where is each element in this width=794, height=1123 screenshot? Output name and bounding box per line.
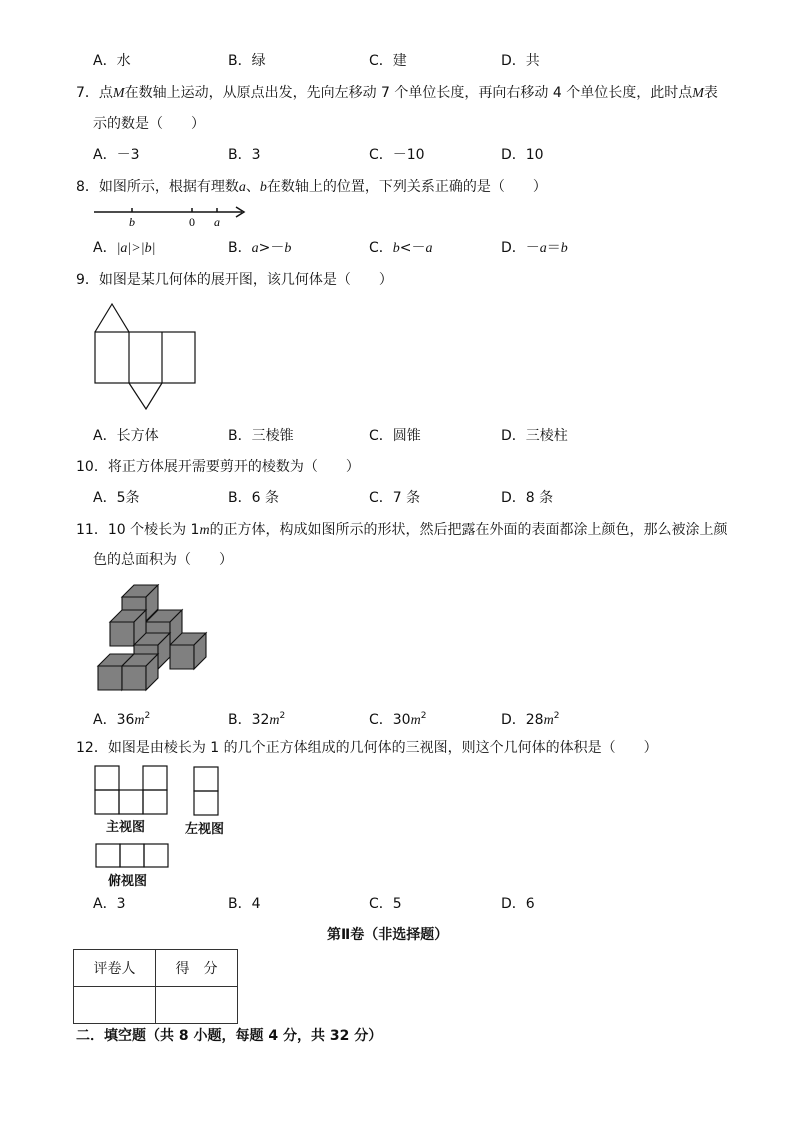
q9-text: 9．如图是某几何体的展开图，该几何体是（ ） [76,272,393,288]
q7-option-c: C．－10 [369,147,425,163]
q6-option-c: C．建 [369,53,407,69]
q8-number-line [90,200,250,230]
q8-option-a: A．|a|>|b| [93,240,156,256]
score-table-score-cell[interactable] [156,987,238,1024]
score-table-grader-header: 评卷人 [74,950,156,987]
q11-option-d: D．$28m^2$ [501,711,560,728]
q10-option-b: B．6 条 [228,490,279,506]
q8-label-b: b [129,215,135,229]
q11-option-a: A．$36m^2$ [93,711,151,728]
q9-option-b: B．三棱锥 [228,428,294,444]
q7-text-line1: 7．点M在数轴上运动，从原点出发，先向左移动 7 个单位长度，再向右移动 4 个单位长度，此时点M表 [76,85,718,101]
q12-left-view [192,765,220,817]
q9-prism-net-figure [92,302,198,412]
q7-option-a: A．－3 [93,147,140,163]
q7-option-d: D．10 [501,147,544,163]
score-table-score-header: 得 分 [156,950,238,987]
q12-left-caption: 左视图 [185,822,225,837]
q11-option-c: C．$30m^2$ [369,711,427,728]
q10-text: 10．将正方体展开需要剪开的棱数为（ ） [76,459,360,475]
q11-cube-stack-figure [96,584,208,692]
q7-option-b: B．3 [228,147,261,163]
q8-option-c: C．b<－a [369,240,433,256]
q9-option-c: C．圆锥 [369,428,421,444]
q9-option-a: A．长方体 [93,428,159,444]
q12-front-caption: 主视图 [106,820,146,835]
part2-heading: 二．填空题（共 8 小题，每题 4 分，共 32 分） [76,1028,383,1044]
q8-label-zero: 0 [189,215,195,229]
q11-text-line1: 11．10 个棱长为 1m的正方体，构成如图所示的形状，然后把露在外面的表面都涂上颜色，那么被涂上颜 [76,522,728,538]
q7-text-line2: 示的数是（ ） [93,116,205,132]
q10-option-d: D．8 条 [501,490,554,506]
score-table [73,949,238,1024]
q9-option-d: D．三棱柱 [501,428,568,444]
q12-option-b: B．4 [228,896,261,912]
q12-text: 12．如图是由棱长为 1 的几个正方体组成的几何体的三视图，则这个几何体的体积是（ ） [76,740,658,756]
q12-option-d: D．6 [501,896,535,912]
q8-option-b: B．a>－b [228,240,292,256]
q10-option-a: A．5条 [93,490,140,506]
q8-option-d: D．－a＝b [501,240,568,256]
q6-option-d: D．共 [501,53,540,69]
q6-option-b: B．绿 [228,53,266,69]
q12-front-view [93,764,171,816]
section2-title: 第Ⅱ卷（非选择题） [327,927,449,943]
q11-option-b: B．$32m^2$ [228,711,286,728]
q12-option-c: C．5 [369,896,402,912]
q8-label-a: a [214,215,220,229]
q12-top-view [94,842,170,869]
q10-option-c: C．7 条 [369,490,421,506]
q8-text: 8．如图所示，根据有理数a、b在数轴上的位置，下列关系正确的是（ ） [76,179,547,195]
q11-text-line2: 色的总面积为（ ） [93,552,233,568]
q12-top-caption: 俯视图 [108,874,148,889]
q6-option-a: A．水 [93,53,131,69]
q12-option-a: A．3 [93,896,126,912]
score-table-grader-cell[interactable] [74,987,156,1024]
